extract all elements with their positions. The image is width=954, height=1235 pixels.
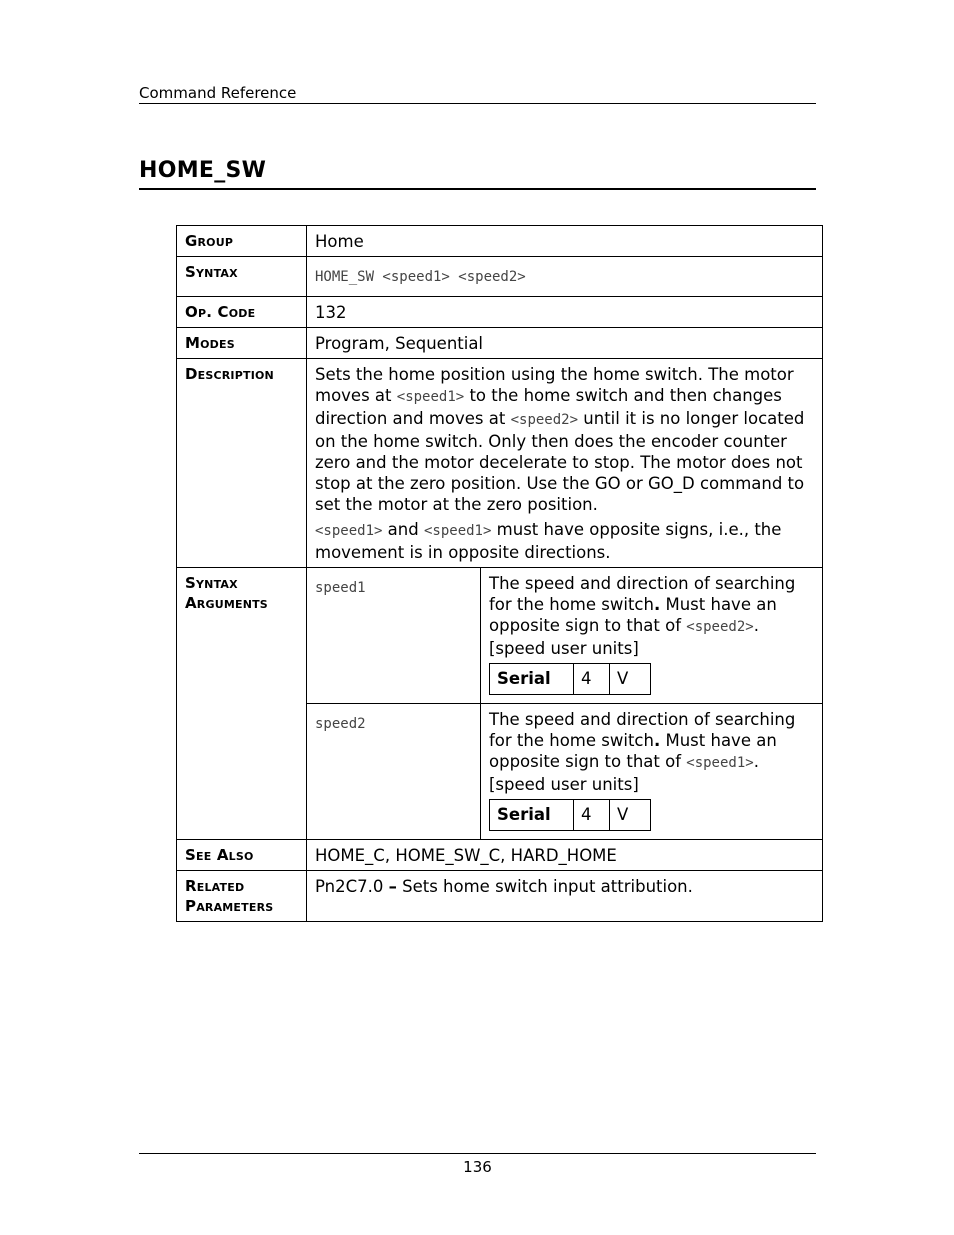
description-code: <speed1>: [315, 523, 383, 539]
description-code: <speed2>: [510, 412, 579, 428]
row-opcode: [177, 297, 823, 328]
argument-text: .: [753, 752, 759, 771]
see-also-value: HOME_C, HOME_SW_C, HARD_HOME: [307, 840, 823, 871]
description-text: must have opposite signs, i.e., the movement is in opposite directions.: [315, 520, 782, 562]
syntax-value-cell: [307, 257, 823, 297]
description-text: until it is no longer located on the home switch. Only then does the encoder counter zero and the motor decelerate to stop. The motor does not stop at the zero position. Use the GO or GO_D command to set the motor at the zero position.: [315, 409, 805, 514]
parameter-dash: –: [388, 877, 397, 896]
description-value: [307, 359, 823, 568]
serial-type: V: [610, 664, 651, 695]
command-reference-table: [176, 225, 823, 922]
serial-label: Serial: [490, 800, 574, 831]
syntax-label: Syntax: [177, 257, 307, 297]
group-label: Group: [177, 226, 307, 257]
serial-table: [489, 799, 651, 831]
running-header: Command Reference: [139, 84, 816, 104]
description-text: Sets the home position using the home switch. The motor moves at: [315, 365, 794, 405]
description-label: Description: [177, 359, 307, 568]
page-number: 136: [139, 1153, 816, 1176]
serial-size: 4: [574, 664, 610, 695]
argument-code: <speed2>: [686, 619, 754, 635]
row-group: [177, 226, 823, 257]
description-text: to the home switch and then changes direction and moves at: [315, 386, 782, 428]
argument-text: Must have an opposite sign to that of: [489, 595, 777, 635]
label-line: Syntax: [185, 574, 238, 592]
argument-units: [speed user units]: [489, 639, 639, 658]
argument-name-cell: [307, 704, 481, 840]
argument-name: speed1: [315, 580, 366, 596]
argument-text: .: [653, 731, 661, 750]
related-parameters-label: [177, 871, 307, 922]
argument-text: .: [653, 595, 661, 614]
argument-name-cell: [307, 568, 481, 704]
argument-text: Must have an opposite sign to that of: [489, 731, 777, 771]
row-see-also: [177, 840, 823, 871]
argument-name: speed2: [315, 716, 366, 732]
description-paragraph: [315, 364, 814, 515]
row-related-parameters: [177, 871, 823, 922]
description-code: <speed1>: [423, 523, 492, 539]
serial-type: V: [610, 800, 651, 831]
serial-label: Serial: [490, 664, 574, 695]
argument-units: [speed user units]: [489, 775, 639, 794]
parameter-name: Pn2C7.0: [315, 877, 389, 896]
row-syntax-arguments: [177, 568, 823, 704]
related-parameters-value: [307, 871, 823, 922]
syntax-value: HOME_SW <speed1> <speed2>: [315, 269, 526, 285]
serial-size: 4: [574, 800, 610, 831]
label-line: Arguments: [185, 594, 268, 612]
description-note: [315, 519, 814, 563]
argument-text: The speed and direction of searching for the home switch: [489, 574, 796, 614]
see-also-label: See Also: [177, 840, 307, 871]
argument-code: <speed1>: [686, 755, 754, 771]
parameter-text: Sets home switch input attribution.: [396, 877, 693, 896]
row-syntax: [177, 257, 823, 297]
argument-text: The speed and direction of searching for the home switch: [489, 710, 796, 750]
argument-description: [481, 704, 823, 840]
label-line: Related: [185, 877, 245, 895]
modes-value: Program, Sequential: [307, 328, 823, 359]
opcode-value: 132: [307, 297, 823, 328]
row-description: [177, 359, 823, 568]
group-value: Home: [307, 226, 823, 257]
page-title: HOME_SW: [139, 158, 816, 190]
opcode-label: Op. Code: [177, 297, 307, 328]
label-line: Parameters: [185, 897, 274, 915]
syntax-arguments-label: [177, 568, 307, 840]
description-text: and: [382, 520, 424, 539]
argument-text: .: [753, 616, 759, 635]
modes-label: Modes: [177, 328, 307, 359]
argument-description: [481, 568, 823, 704]
serial-table: [489, 663, 651, 695]
row-modes: [177, 328, 823, 359]
description-code: <speed1>: [396, 389, 465, 405]
